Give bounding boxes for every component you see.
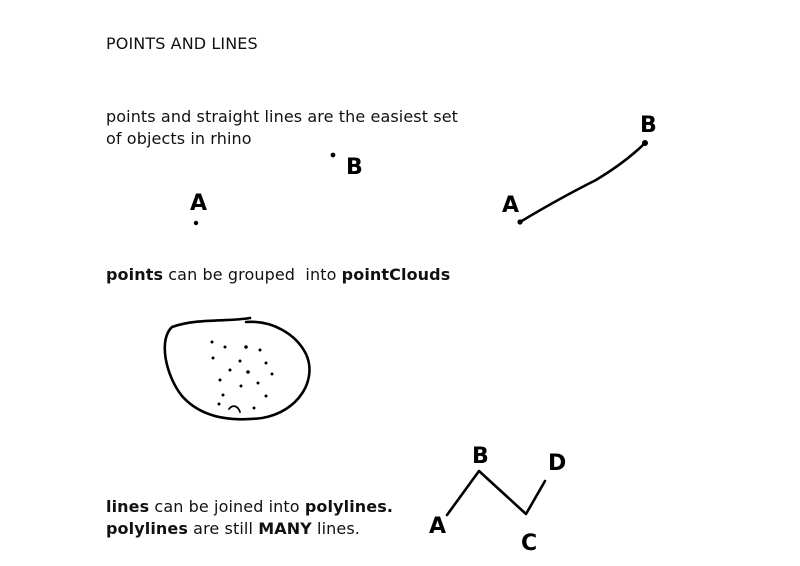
polylines-note-bold-lines: lines <box>106 497 150 516</box>
pointcloud-small-arc <box>229 406 240 412</box>
line-sketch <box>502 113 657 225</box>
point-b-dot <box>331 153 336 158</box>
polyline-a-label: A <box>429 514 447 539</box>
intro-line-1: points and straight lines are the easiest set <box>106 107 459 126</box>
line-b-label: B <box>640 113 657 138</box>
point-b-label: B <box>346 155 363 180</box>
points-sketch <box>190 153 363 226</box>
polylines-note-bold-polylines: polylines. <box>304 497 394 516</box>
pointcloud-sketch <box>165 318 310 419</box>
point-a-dot <box>194 221 198 225</box>
intro-line-2: of objects in rhino <box>106 129 252 148</box>
polyline-stroke <box>447 471 545 515</box>
polyline-d-label: D <box>548 451 567 476</box>
polylines-note-bold-polylines-2: polylines <box>106 519 188 538</box>
polylines-note-line2-mid: are still <box>188 519 259 538</box>
line-a-label: A <box>502 193 520 218</box>
point-a-label: A <box>190 191 208 216</box>
polylines-note-line2-end: lines. <box>311 519 360 538</box>
polylines-note-bold-many: MANY <box>258 519 312 538</box>
line-a-b-stroke <box>520 143 645 222</box>
polyline-b-label: B <box>472 444 489 469</box>
polylines-note-line1-mid: can be joined into <box>149 497 305 516</box>
pointcloud-dots <box>211 341 274 410</box>
pointclouds-note-bold-points: points <box>106 265 164 284</box>
polyline-sketch <box>429 444 566 556</box>
line-end-dot <box>642 140 648 146</box>
pointclouds-note-mid: can be grouped into <box>163 265 342 284</box>
line-start-dot <box>517 219 522 224</box>
page-title: POINTS AND LINES <box>106 34 258 53</box>
pointclouds-note-bold-pointclouds: pointClouds <box>341 265 451 284</box>
pointcloud-outline <box>165 318 310 419</box>
polyline-c-label: C <box>521 531 538 556</box>
